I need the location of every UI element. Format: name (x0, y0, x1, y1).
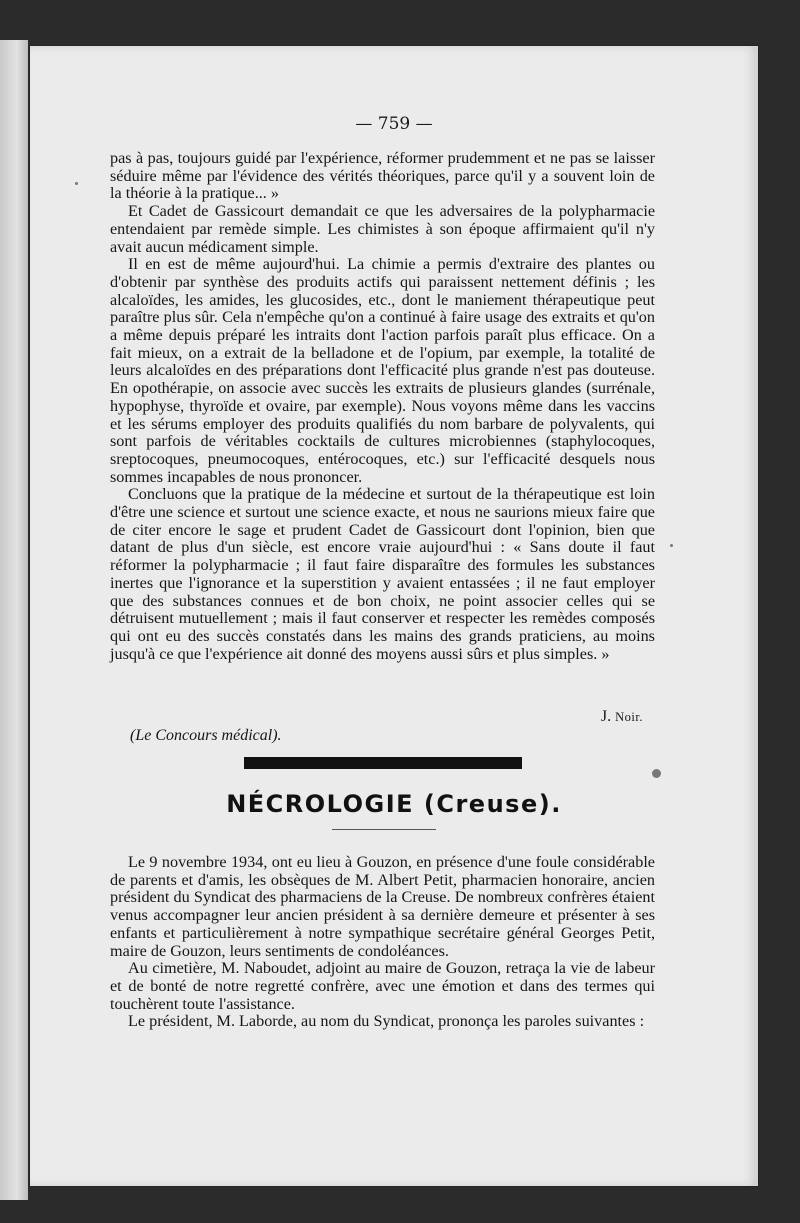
article-paragraph: pas à pas, toujours guidé par l'expérience, réformer prudemment et ne pas se laisser séduire même par l'évidence des vérités théoriques, parce qu'il y a souvent loin de la théorie à la pratique... » (110, 149, 655, 203)
title-underline (332, 829, 436, 830)
source-citation: (Le Concours médical). (130, 727, 282, 744)
page-number: — 759 — (355, 114, 433, 134)
signature-name: Noir. (615, 710, 643, 724)
ink-speck (670, 544, 673, 547)
obituary-paragraph: Au cimetière, M. Naboudet, adjoint au maire de Gouzon, retraça la vie de labeur et de bonté de notre regretté confrère, avec une émotion et dans des termes qui touchèrent toute l'assistance. (110, 959, 655, 1013)
ink-speck (75, 182, 78, 185)
ink-speck (652, 769, 661, 778)
author-signature (601, 708, 643, 726)
obituary-paragraph: Le président, M. Laborde, au nom du Syndicat, prononça les paroles suivantes : (128, 1012, 645, 1031)
article-paragraph: Concluons que la pratique de la médecine et surtout de la thérapeutique est loin d'être une science et surtout une science exacte, et nous ne saurions mieux faire que de citer encore le sage et prudent Cadet de Gassicourt dont l'opinion, bien que datant de plus d'un siècle, est encore vraie aujourd'hui : « Sans doute il faut réformer la polypharmacie ; il faut faire disparaître des formules les substances inertes que l'ignorance et la superstition y avaient entassées ; il ne faut employer que des substances connues et de bon choix, ne point associer celles qui se détruisent mutuellement ; mais il faut conserver et respecter les remèdes composés qui ont eu des succès constatés dans les mains des grands praticiens, au moins jusqu'à ce que l'expérience ait donné des moyens aussi sûrs et plus simples. » (110, 485, 655, 663)
article-body (110, 150, 655, 663)
signature-initial: J. (600, 708, 616, 725)
book-page (30, 46, 758, 1186)
article-paragraph: Il en est de même aujourd'hui. La chimie a permis d'extraire des plantes ou d'obtenir par synthèse des produits actifs qui paraissent nettement définis ; les alcaloïdes, les amides, les glucosides, etc., dont le maniement thérapeutique peut paraître plus sûr. Cela n'empêche qu'on a continué à faire usage des extraits et qu'on a même depuis préparé les intraits dont l'action parfois paraît plus efficace. On a fait mieux, on a extrait de la belladone et de l'opium, par exemple, la totalité de leurs alcaloïdes en des préparations dont l'efficacité plus grande n'est pas douteuse. En opothérapie, on associe avec succès les extraits de plusieurs glandes (surrénale, hypophyse, thyroïde et ovaire, par exemple). Nous voyons même dans les vaccins et les sérums employer des produits qualifiés du nom barbare de polyvalents, qui sont parfois de véritables cocktails de cultures microbiennes (staphylocoques, sreptocoques, pneumocoques, entérocoques, etc.) sur l'efficacité desquels nous sommes incapables de nous prononcer. (110, 255, 655, 486)
obituary-body (110, 854, 655, 1031)
obituary-paragraph: Le 9 novembre 1934, ont eu lieu à Gouzon, en présence d'une foule considérable de parents et d'amis, les obsèques de M. Albert Petit, pharmacien honoraire, ancien président du Syndicat des pharmaciens de la Creuse. De nombreux confrères étaient venus accompagner leur ancien président à sa dernière demeure et présenter à ses enfants et particulièrement à notre sympathique secrétaire général Georges Petit, maire de Gouzon, leurs sentiments de condoléances. (110, 853, 655, 960)
section-divider-bar (244, 757, 522, 769)
article-paragraph: Et Cadet de Gassicourt demandait ce que les adversaires de la polypharmacie entendaient par remède simple. Les chimistes à son époque affirmaient qu'il n'y avait aucun médicament simple. (110, 202, 655, 256)
facing-page-edge (0, 40, 28, 1200)
section-title: NÉCROLOGIE (Creuse). (226, 790, 562, 818)
